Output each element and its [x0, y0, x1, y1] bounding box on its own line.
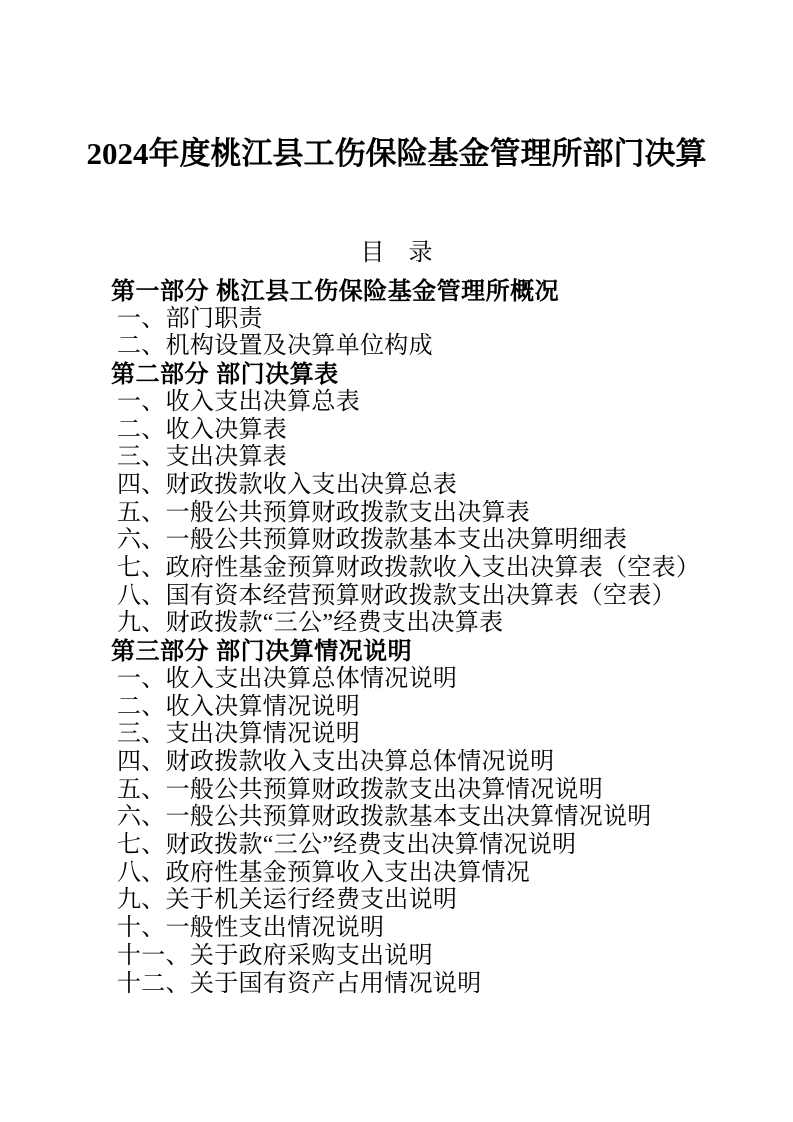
toc-item: 二、收入决算情况说明 [117, 693, 360, 720]
toc-item: 一、收入支出决算总体情况说明 [117, 665, 458, 692]
toc-item: 三、支出决算表 [117, 444, 288, 471]
toc-item: 一、部门职责 [117, 305, 263, 332]
toc-item: 九、关于机关运行经费支出说明 [117, 887, 458, 914]
toc-item: 九、财政拨款“三公”经费支出决算表 [117, 610, 504, 637]
document-title: 2024年度桃江县工伤保险基金管理所部门决算 [86, 136, 707, 171]
toc-part-2-heading: 第二部分 部门决算表 [111, 361, 339, 389]
toc-item: 二、机构设置及决算单位构成 [117, 333, 433, 360]
toc-item: 十二、关于国有资产占用情况说明 [117, 970, 482, 997]
toc-item: 五、一般公共预算财政拨款支出决算情况说明 [117, 776, 603, 803]
toc-item: 一、收入支出决算总表 [117, 388, 360, 415]
toc-item: 六、一般公共预算财政拨款基本支出决算情况说明 [117, 804, 652, 831]
toc-item: 三、支出决算情况说明 [117, 721, 360, 748]
toc-item: 四、财政拨款收入支出决算总表 [117, 471, 458, 498]
toc-item: 八、国有资本经营预算财政拨款支出决算表（空表） [117, 582, 676, 609]
table-of-contents [0, 278, 793, 998]
toc-part-3-heading: 第三部分 部门决算情况说明 [111, 638, 413, 666]
toc-item: 七、财政拨款“三公”经费支出决算情况说明 [117, 832, 577, 859]
toc-item: 六、一般公共预算财政拨款基本支出决算明细表 [117, 527, 628, 554]
toc-item: 二、收入决算表 [117, 416, 288, 443]
toc-item: 十一、关于政府采购支出说明 [117, 942, 433, 969]
toc-heading: 目 录 [360, 240, 433, 266]
toc-item: 四、财政拨款收入支出决算总体情况说明 [117, 748, 555, 775]
toc-part-1-heading: 第一部分 桃江县工伤保险基金管理所概况 [111, 278, 560, 305]
toc-item: 五、一般公共预算财政拨款支出决算表 [117, 499, 531, 526]
toc-item: 十、一般性支出情况说明 [117, 915, 385, 942]
toc-item: 八、政府性基金预算收入支出决算情况 [117, 859, 531, 886]
toc-item: 七、政府性基金预算财政拨款收入支出决算表（空表） [117, 555, 701, 582]
